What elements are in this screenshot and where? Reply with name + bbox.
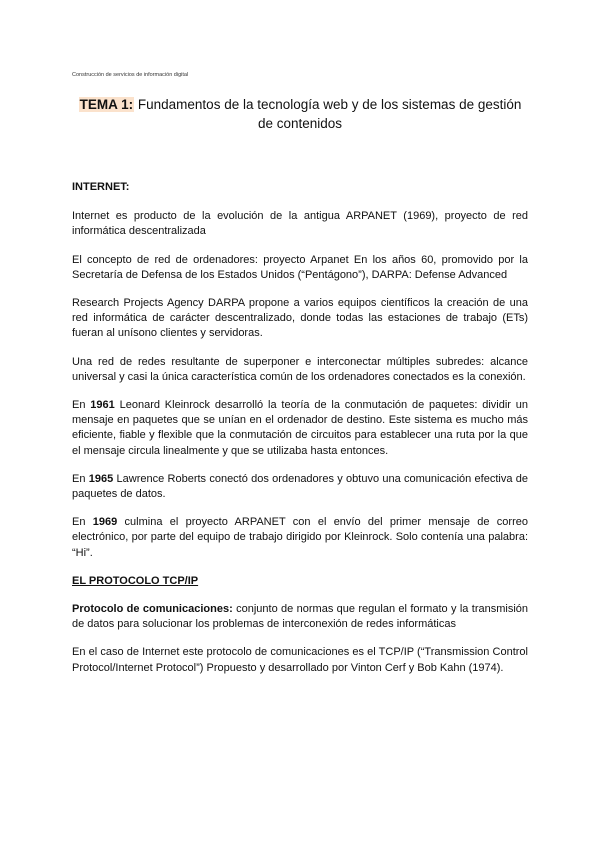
title-label: TEMA 1:: [79, 97, 134, 112]
document-body: [72, 180, 528, 689]
paragraph-2: El concepto de red de ordenadores: proyecto Arpanet En los años 60, promovido por la Secretaría de Defensa de los Estados Unidos (“Pentágono”), DARPA: Defense Advanced: [72, 253, 528, 281]
paragraph-1: Internet es producto de la evolución de la antigua ARPANET (1969), proyecto de red informática descentralizada: [72, 210, 528, 238]
section-heading-tcp-ip: EL PROTOCOLO TCP/IP: [72, 574, 199, 587]
year-1965: 1965: [88, 472, 114, 485]
paragraph-8-text: conjunto de normas que regulan el formato y la transmisión de datos para solucionar los problemas de interconexión de redes informáticas: [72, 603, 528, 631]
paragraph-5: [72, 398, 528, 459]
year-1961: 1961: [90, 399, 115, 412]
paragraph-5-text: Leonard Kleinrock desarrolló la teoría de la conmutación de paquetes: dividir un mensaje en paquetes que se unían en el ordenador de destino. Este sistema es mucho más eficiente, fiable y flexible que la conmutación de circuitos para establecer una ruta por la que el mensaje circula linealmente y que se utilizaba hasta entonces.: [72, 399, 529, 457]
paragraph-7-prefix: En: [72, 516, 93, 529]
year-1969: 1969: [92, 516, 118, 529]
paragraph-6: [72, 472, 528, 502]
running-header: Construcción de servicios de información digital: [72, 72, 189, 78]
paragraph-7-text: culmina el proyecto ARPANET con el envío del primer mensaje de correo electrónico, por parte del equipo de trabajo dirigido por Kleinrock. Solo contenía una palabra: “Hi”.: [72, 516, 528, 559]
paragraph-3: Research Projects Agency DARPA propone a varios equipos científicos la creación de una red informática de carácter descentralizado, donde todas las estaciones de trabajo (ETs) fueran al unísono clientes y servidoras.: [72, 297, 528, 340]
paragraph-9: En el caso de Internet este protocolo de comunicaciones es el TCP/IP (“Transmission Control Protocol/Internet Protocol”) Propuesto y desarrollado por Vinton Cerf y Bob Kahn (1974).: [72, 646, 528, 674]
term-protocolo: Protocolo de comunicaciones:: [72, 603, 233, 616]
paragraph-6-text: Lawrence Roberts conectó dos ordenadores y obtuvo una comunicación efectiva de paquetes de datos.: [72, 472, 528, 501]
paragraph-8: [72, 602, 528, 632]
paragraph-7: [72, 515, 528, 561]
paragraph-5-prefix: En: [72, 399, 91, 412]
title-text: Fundamentos de la tecnología web y de los sistemas de gestión de contenidos: [137, 97, 522, 131]
paragraph-6-prefix: En: [72, 472, 89, 485]
section-heading-internet: INTERNET:: [72, 181, 130, 193]
page-title: [72, 95, 528, 133]
paragraph-4: Una red de redes resultante de superponer e interconectar múltiples subredes: alcance universal y casi la única característica común de los ordenadores conectados es la conexión.: [72, 355, 528, 383]
